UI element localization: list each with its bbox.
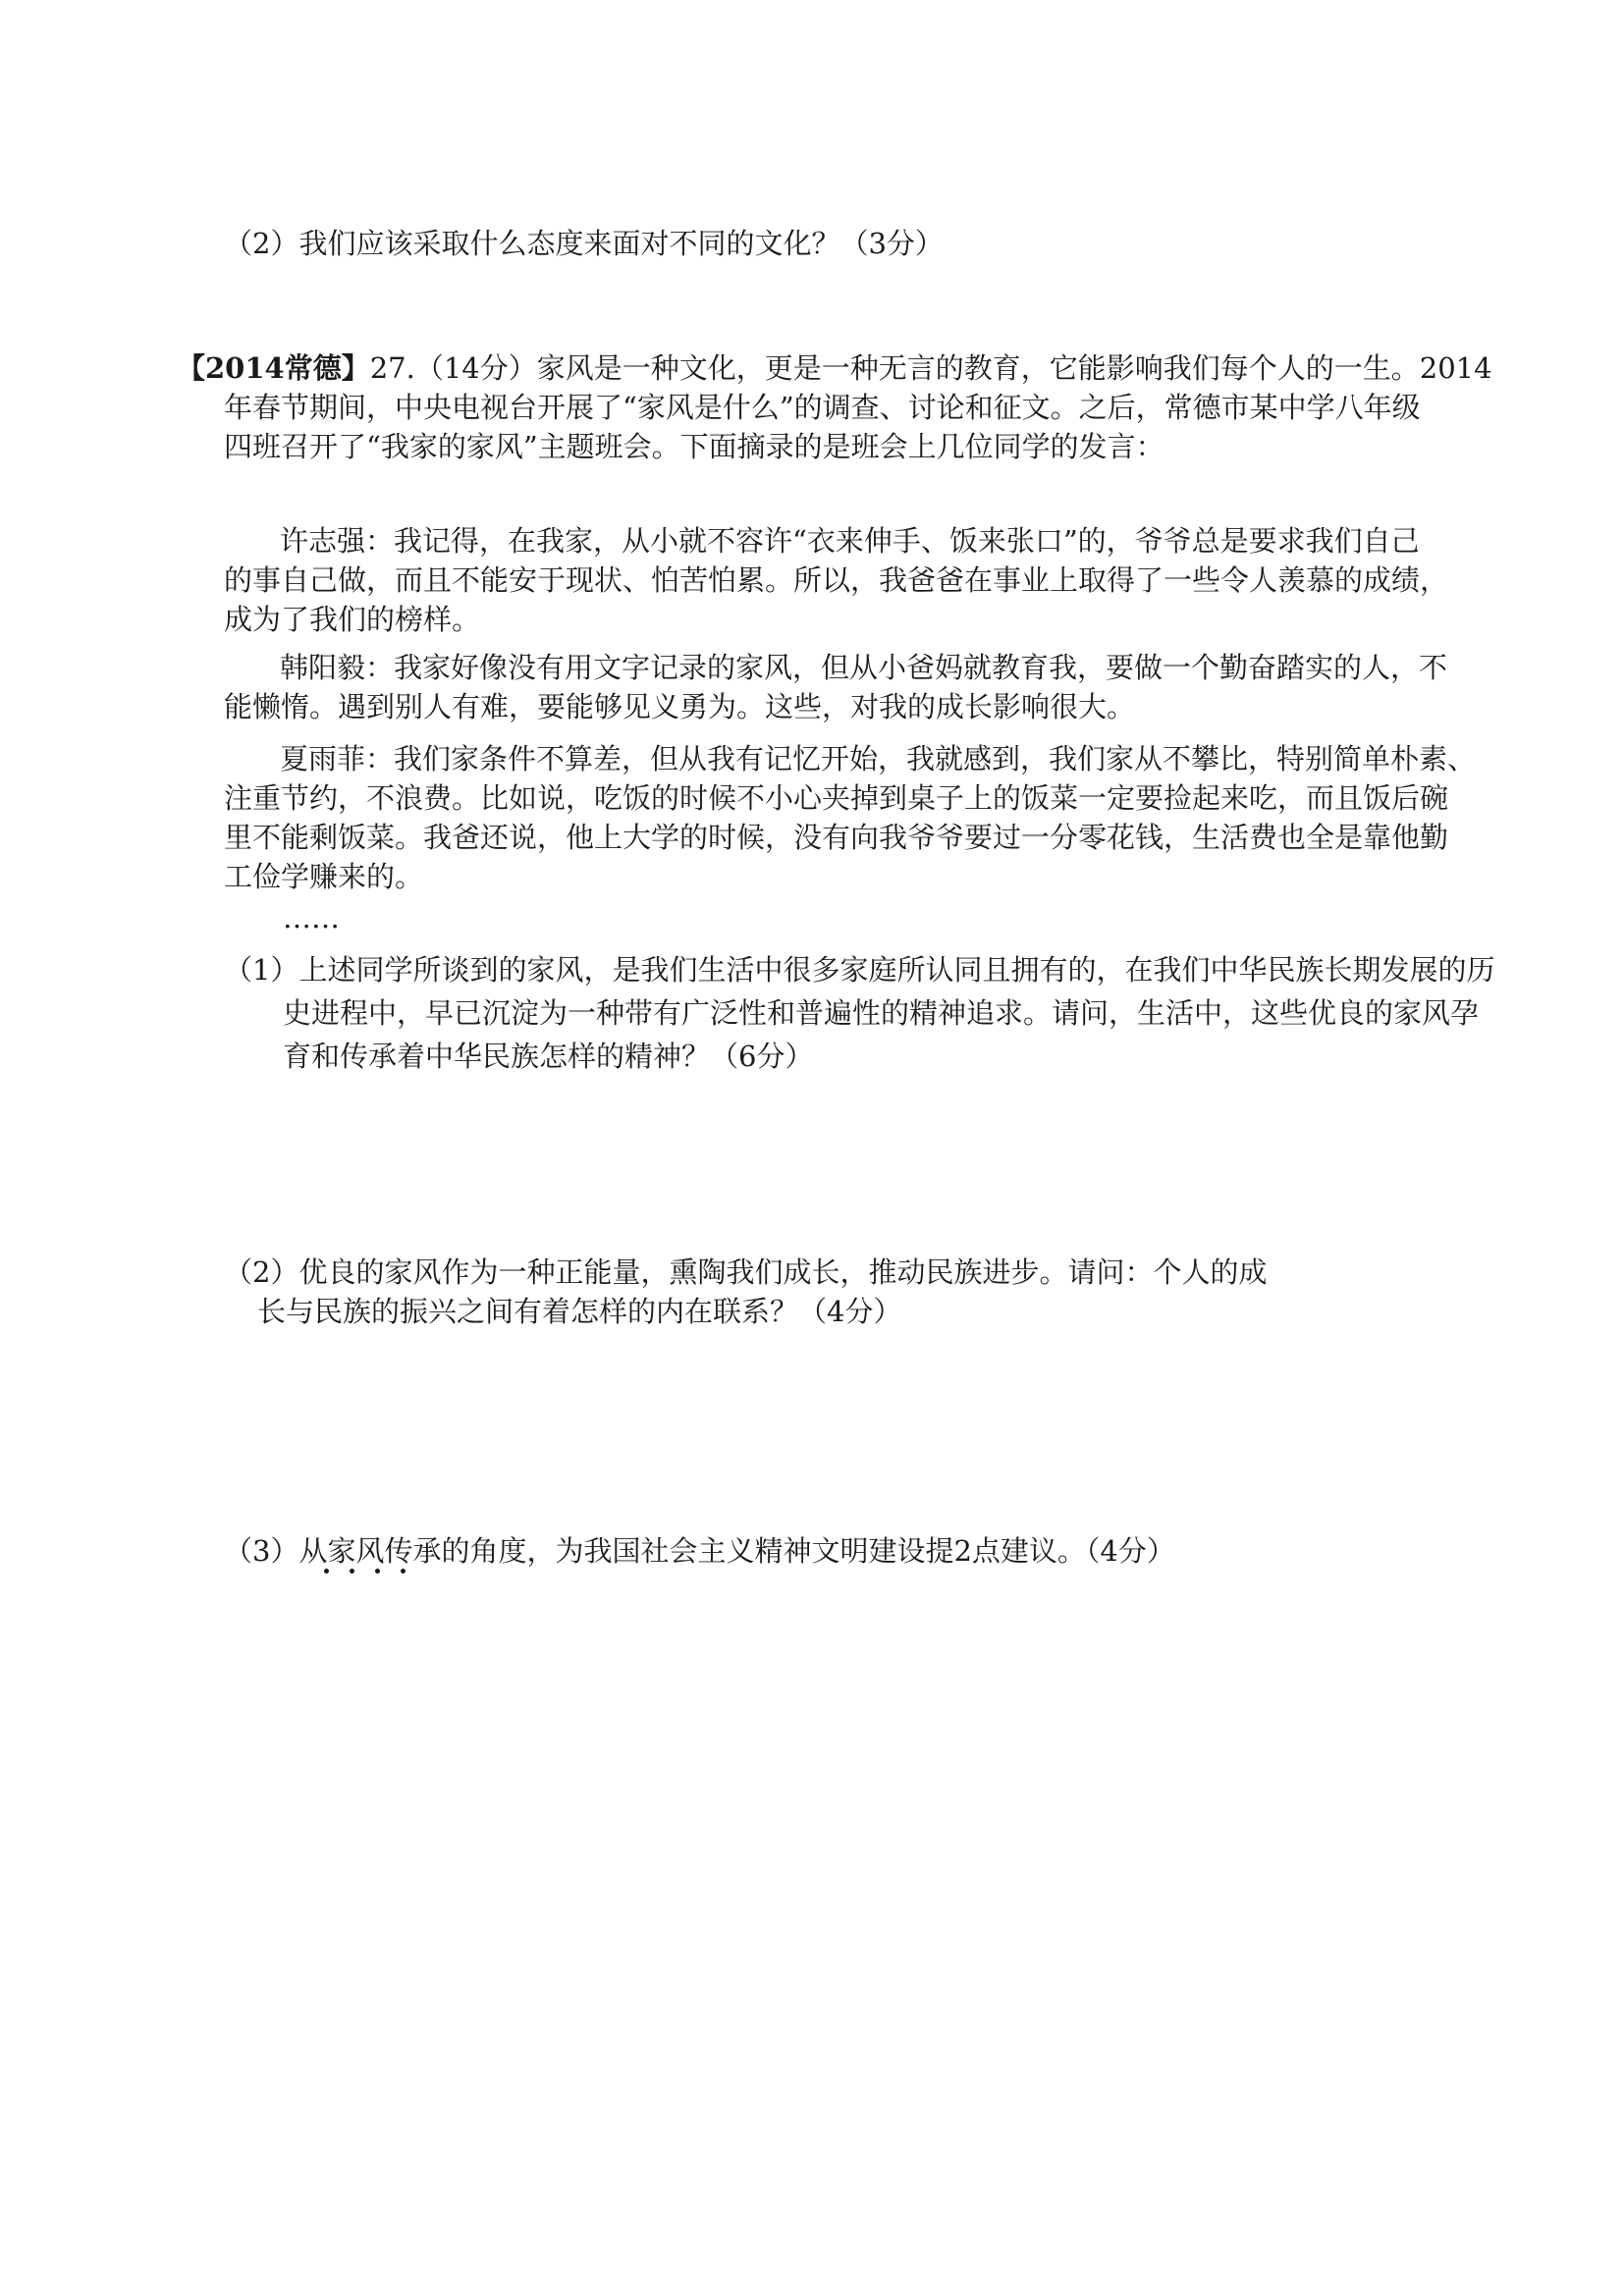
source-tag: 【2014常德】 bbox=[177, 351, 370, 385]
speech-han-line1: 韩阳毅：我家好像没有用文字记录的家风，但从小爸妈就教育我，要做一个勤奋踏实的人，不 bbox=[280, 651, 1448, 684]
question-27-intro-line3: 四班召开了“我家的家风”主题班会。下面摘录的是班会上几位同学的发言： bbox=[224, 430, 1164, 463]
emphasis-dots bbox=[316, 1569, 405, 1580]
speech-xia-line4: 工俭学赚来的。 bbox=[224, 860, 424, 893]
question-27-intro-line2: 年春节期间，中央电视台开展了“家风是什么”的调查、讨论和征文。之后，常德市某中学八年级 bbox=[224, 391, 1421, 424]
ellipsis: …… bbox=[283, 901, 340, 934]
sub-question-1-line2: 史进程中，早已沉淀为一种带有广泛性和普遍性的精神追求。请问，生活中，这些优良的家风孕 bbox=[283, 996, 1480, 1030]
speech-xia-line1: 夏雨菲：我们家条件不算差，但从我有记忆开始，我就感到，我们家从不攀比，特别简单朴素、 bbox=[280, 742, 1477, 775]
speech-han-line2: 能懒惰。遇到别人有难，要能够见义勇为。这些，对我的成长影响很大。 bbox=[224, 690, 1136, 723]
speech-xu-line3: 成为了我们的榜样。 bbox=[224, 603, 481, 636]
prev-question-2: （2）我们应该采取什么态度来面对不同的文化？（3分） bbox=[224, 227, 944, 260]
question-27-intro-line1 bbox=[177, 348, 1492, 388]
speech-xu-line1: 许志强：我记得，在我家，从小就不容许“衣来伸手、饭来张口”的，爷爷总是要求我们自己 bbox=[280, 524, 1420, 558]
speech-xia-line2: 注重节约，不浪费。比如说，吃饭的时候不小心夹掉到桌子上的饭菜一定要捡起来吃，而且饭后碗 bbox=[224, 781, 1449, 815]
sub-question-1-line3: 育和传承着中华民族怎样的精神？（6分） bbox=[283, 1040, 814, 1073]
sub-question-2-line1: （2）优良的家风作为一种正能量，熏陶我们成长，推动民族进步。请问：个人的成 bbox=[224, 1255, 1268, 1289]
speech-xia-line3: 里不能剩饭菜。我爸还说，他上大学的时候，没有向我爷爷要过一分零花钱，生活费也全是靠他勤 bbox=[224, 821, 1449, 854]
sub-question-1-line1: （1）上述同学所谈到的家风，是我们生活中很多家庭所认同且拥有的，在我们中华民族长期发展的历 bbox=[224, 953, 1495, 987]
intro-text-1: 27.（14分）家风是一种文化，更是一种无言的教育，它能影响我们每个人的一生。2014 bbox=[369, 351, 1492, 385]
sub-question-2-line2: 长与民族的振兴之间有着怎样的内在联系？（4分） bbox=[257, 1295, 902, 1328]
sub-question-3-line1: （3）从家风传承的角度，为我国社会主义精神文明建设提2点建议。（4分） bbox=[224, 1534, 1175, 1568]
speech-xu-line2: 的事自己做，而且不能安于现状、怕苦怕累。所以，我爸爸在事业上取得了一些令人羡慕的成绩， bbox=[224, 563, 1449, 597]
